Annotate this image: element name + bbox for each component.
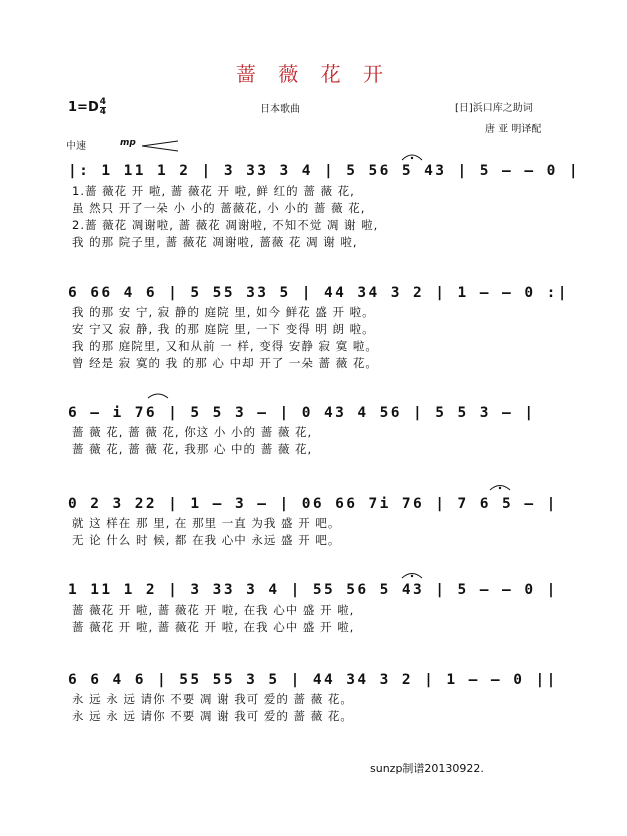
crescendo-hairpin: [142, 141, 178, 151]
time-denominator: 4: [99, 107, 106, 117]
lyric-line: 蔷 薇 花, 蔷 薇 花, 你这 小 小的 蔷 薇 花,: [72, 425, 313, 439]
notation-row-6: 6 6 4 6 | 55 55 3 5 | 44 34 3 2 | 1 – – 0 ||: [68, 672, 558, 688]
fermata-dot: [411, 157, 413, 159]
notation-row-5: 1 11 1 2 | 3 33 3 4 | 55 56 5 43 | 5 – – 0 |: [68, 582, 558, 598]
dynamic-marking: mp: [120, 138, 136, 148]
transcriber-credit: sunzp制谱20130922.: [370, 762, 484, 775]
lyric-line: 永 远 永 远 请你 不要 凋 谢 我可 爱的 蔷 薇 花。: [72, 692, 353, 706]
key-label: 1=D: [68, 100, 99, 115]
lyric-line: 2.蔷 薇花 凋谢啦, 蔷 薇花 凋谢啦, 不知不觉 凋 谢 啦,: [72, 218, 379, 232]
notation-row-4: 0 2 3 22 | 1 – 3 – | 06 66 7i 76 | 7 6 5 – |: [68, 496, 558, 512]
fermata-dot: [411, 575, 413, 577]
lyric-line: 虽 然只 开了一朵 小 小的 蔷薇花, 小 小的 蔷 薇 花,: [72, 201, 366, 215]
lyricist-credit: [日]浜口库之助词: [455, 103, 533, 114]
lyric-line: 安 宁又 寂 静, 我 的那 庭院 里, 一下 变得 明 朗 啦。: [72, 322, 375, 336]
lyric-line: 就 这 样在 那 里, 在 那里 一直 为我 盛 开 吧。: [72, 516, 341, 530]
tempo-marking: 中速: [66, 141, 86, 152]
lyric-line: 蔷 薇花 开 啦, 蔷 薇花 开 啦, 在我 心中 盛 开 啦,: [72, 620, 355, 634]
lyric-line: 我 的那 庭院里, 又和从前 一 样, 变得 安静 寂 寞 啦。: [72, 339, 378, 353]
lyric-line: 1.蔷 薇花 开 啦, 蔷 薇花 开 啦, 鲜 红的 蔷 薇 花,: [72, 184, 355, 198]
lyric-line: 蔷 薇花 开 啦, 蔷 薇花 开 啦, 在我 心中 盛 开 啦,: [72, 603, 355, 617]
fermata-dot: [499, 487, 501, 489]
lyric-line: 曾 经是 寂 寞的 我 的那 心 中却 开了 一朵 蔷 薇 花。: [72, 356, 378, 370]
lyric-line: 蔷 薇 花, 蔷 薇 花, 我那 心 中的 蔷 薇 花,: [72, 442, 313, 456]
lyric-line: 我 的那 院子里, 蔷 薇花 凋谢啦, 蔷薇 花 凋 谢 啦,: [72, 235, 358, 249]
song-title: 蔷 薇 花 开: [235, 62, 392, 86]
notation-row-2: 6 66 4 6 | 5 55 33 5 | 44 34 3 2 | 1 – – 0 :|: [68, 285, 569, 301]
time-numerator: 4: [99, 97, 106, 107]
notation-row-3: 6 – i 76 | 5 5 3 – | 0 43 4 56 | 5 5 3 – |: [68, 405, 536, 421]
lyric-line: 永 远 永 远 请你 不要 凋 谢 我可 爱的 蔷 薇 花。: [72, 709, 353, 723]
lyric-line: 无 论 什么 时 候, 都 在我 心中 永远 盛 开 吧。: [72, 533, 341, 547]
slur-arc: [148, 394, 168, 398]
arranger-credit: 唐 亚 明译配: [485, 124, 542, 135]
notation-row-1: |: 1 11 1 2 | 3 33 3 4 | 5 56 5 43 | 5 – – 0 |: [68, 163, 580, 179]
lyric-line: 我 的那 安 宁, 寂 静的 庭院 里, 如今 鲜花 盛 开 啦。: [72, 305, 375, 319]
song-origin: 日本歌曲: [260, 104, 300, 115]
